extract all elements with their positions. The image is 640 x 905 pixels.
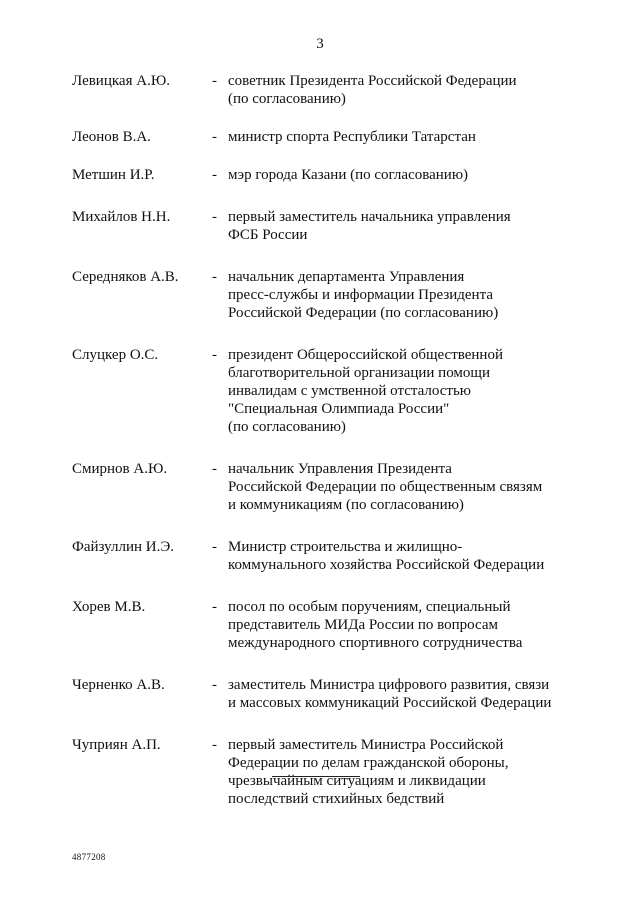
list-item: [72, 166, 572, 184]
separator-line: [272, 776, 360, 777]
member-name: Черненко А.В.: [72, 677, 165, 693]
list-item: [72, 128, 572, 146]
position-line: начальник Управления Президента: [228, 461, 452, 477]
dash-separator: -: [212, 167, 217, 183]
list-item: [72, 676, 572, 712]
position-line: ФСБ России: [228, 227, 308, 243]
member-name: Слуцкер О.С.: [72, 347, 159, 363]
position-line: "Специальная Олимпиада России": [228, 401, 450, 417]
member-position: [228, 598, 568, 652]
position-line: мэр города Казани (по согласованию): [228, 167, 469, 183]
position-line: (по согласованию): [228, 91, 346, 107]
list-item: [72, 598, 572, 652]
member-name: Хорев М.В.: [72, 599, 146, 615]
list-item: [72, 268, 572, 322]
member-position: [228, 128, 568, 146]
member-position: [228, 538, 568, 574]
member-position: [228, 72, 568, 108]
list-item: [72, 208, 572, 244]
position-line: Российской Федерации (по согласованию): [228, 305, 499, 321]
member-position: [228, 676, 568, 712]
position-line: представитель МИДа России по вопросам: [228, 617, 498, 633]
dash-separator: -: [212, 599, 217, 615]
member-name: Метшин И.Р.: [72, 167, 155, 183]
member-name: Середняков А.В.: [72, 269, 179, 285]
position-line: чрезвычайным ситуациям и ликвидации: [228, 773, 486, 789]
member-name: Смирнов А.Ю.: [72, 461, 168, 477]
position-line: благотворительной организации помощи: [228, 365, 490, 381]
dash-separator: -: [212, 73, 217, 89]
list-item: [72, 736, 572, 808]
position-line: Министр строительства и жилищно-: [228, 539, 463, 555]
dash-separator: -: [212, 269, 217, 285]
position-line: Федерации по делам гражданской обороны,: [228, 755, 509, 771]
page-number: 3: [316, 36, 324, 52]
document-code: 4877208: [72, 852, 106, 862]
member-name: Леонов В.А.: [72, 129, 151, 145]
position-line: международного спортивного сотрудничества: [228, 635, 523, 651]
position-line: первый заместитель начальника управления: [228, 209, 511, 225]
list-item: [72, 346, 572, 436]
position-line: Российской Федерации по общественным связям: [228, 479, 543, 495]
dash-separator: -: [212, 347, 217, 363]
position-line: последствий стихийных бедствий: [228, 791, 445, 807]
dash-separator: -: [212, 461, 217, 477]
position-line: начальник департамента Управления: [228, 269, 465, 285]
member-name: Левицкая А.Ю.: [72, 73, 170, 89]
member-position: [228, 208, 568, 244]
position-line: министр спорта Республики Татарстан: [228, 129, 476, 145]
position-line: посол по особым поручениям, специальный: [228, 599, 511, 615]
member-name: Файзуллин И.Э.: [72, 539, 174, 555]
member-position: [228, 268, 568, 322]
position-line: коммунального хозяйства Российской Федерации: [228, 557, 545, 573]
position-line: первый заместитель Министра Российской: [228, 737, 504, 753]
dash-separator: -: [212, 209, 217, 225]
position-line: и коммуникациям (по согласованию): [228, 497, 464, 513]
member-position: [228, 736, 568, 808]
position-line: (по согласованию): [228, 419, 346, 435]
dash-separator: -: [212, 539, 217, 555]
member-position: [228, 166, 568, 184]
dash-separator: -: [212, 677, 217, 693]
list-item: [72, 460, 572, 514]
list-item: [72, 538, 572, 574]
member-position: [228, 346, 568, 436]
position-line: и массовых коммуникаций Российской Федерации: [228, 695, 552, 711]
dash-separator: -: [212, 737, 217, 753]
position-line: президент Общероссийской общественной: [228, 347, 503, 363]
member-position: [228, 460, 568, 514]
position-line: пресс-службы и информации Президента: [228, 287, 493, 303]
dash-separator: -: [212, 129, 217, 145]
member-list: [72, 72, 572, 808]
list-item: [72, 72, 572, 108]
member-name: Михайлов Н.Н.: [72, 209, 171, 225]
position-line: советник Президента Российской Федерации: [228, 73, 517, 89]
position-line: инвалидам с умственной отсталостью: [228, 383, 472, 399]
member-name: Чуприян А.П.: [72, 737, 161, 753]
position-line: заместитель Министра цифрового развития, связи: [228, 677, 550, 693]
